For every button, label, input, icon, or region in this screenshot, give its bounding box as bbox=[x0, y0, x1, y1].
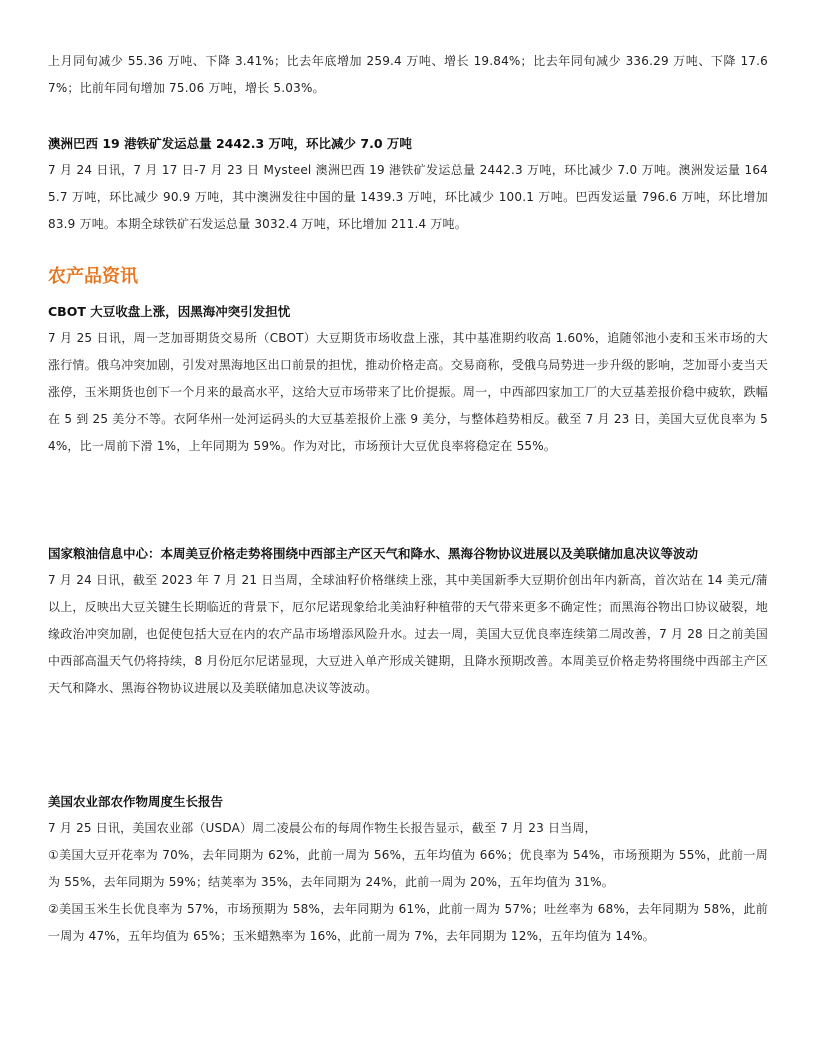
usda-soybean-item: ①美国大豆开花率为 70%，去年同期为 62%，此前一周为 56%，五年均值为 66%；优良率为 54%，市场预期为 55%，此前一周为 55%，去年同期为 59%；结荚率为 35%，去年同期为 24%，此前一周为 20%，五年均值为 31%。 bbox=[48, 848, 768, 889]
agri-section bbox=[48, 262, 768, 292]
grain-center-body: 7 月 24 日讯，截至 2023 年 7 月 21 日当周，全球油籽价格继续上涨，其中美国新季大豆期价创出年内新高，首次站在 14 美元/蒲以上，反映出大豆关键生长期临近的背景下，厄尔尼诺现象给北美油籽种植带的天气带来更多不确定性；而黑海谷物出口协议破裂，地缘政治冲突加剧，也促使包括大豆在内的农产品市场增添风险升水。过去一周，美国大豆优良率连续第二周改善，7 月 28 日之前美国中西部高温天气仍将持续，8 月份厄尔尼诺显现，大豆进入单产形成关键期，且降水预期改善。本周美豆价格走势将围绕中西部主产区天气和降水、黑海谷物协议进展以及美联储加息决议等波动。 bbox=[48, 573, 768, 695]
cbot-news bbox=[48, 298, 768, 460]
cbot-heading: CBOT 大豆收盘上涨，因黑海冲突引发担忧 bbox=[48, 304, 291, 319]
usda-intro: 7 月 25 日讯，美国农业部（USDA）周二凌晨公布的每周作物生长报告显示，截至 7 月 23 日当周， bbox=[48, 821, 597, 835]
stock-summary-block bbox=[48, 48, 768, 102]
iron-ore-body: 7 月 24 日讯，7 月 17 日-7 月 23 日 Mysteel 澳洲巴西 19 港铁矿发运总量 2442.3 万吨，环比减少 7.0 万吨。澳洲发运量 1645.7 万吨，环比减少 90.9 万吨，其中澳洲发往中国的量 1439.3 万吨，环比减少 100.1 万吨。巴西发运量 796.6 万吨，环比增加 83.9 万吨。本期全球铁矿石发运总量 3032.4 万吨，环比增加 211.4 万吨。 bbox=[48, 163, 768, 231]
usda-news bbox=[48, 788, 768, 950]
iron-ore-news bbox=[48, 130, 768, 238]
usda-heading: 美国农业部农作物周度生长报告 bbox=[48, 794, 224, 809]
grain-center-heading: 国家粮油信息中心：本周美豆价格走势将围绕中西部主产区天气和降水、黑海谷物协议进展以及美联储加息决议等波动 bbox=[48, 546, 699, 561]
section-title: 农产品资讯 bbox=[48, 266, 138, 287]
usda-corn-item: ②美国玉米生长优良率为 57%，市场预期为 58%，去年同期为 61%，此前一周为 57%；吐丝率为 68%，去年同期为 58%，此前一周为 47%，五年均值为 65%；玉米蜡熟率为 16%，此前一周为 7%，去年同期为 12%，五年均值为 14%。 bbox=[48, 902, 768, 943]
cbot-body: 7 月 25 日讯，周一芝加哥期货交易所（CBOT）大豆期货市场收盘上涨，其中基准期约收高 1.60%，追随邻池小麦和玉米市场的大涨行情。俄乌冲突加剧，引发对黑海地区出口前景的担忧，推动价格走高。交易商称，受俄乌局势进一步升级的影响，芝加哥小麦当天涨停，玉米期货也创下一个月来的最高水平，这给大豆市场带来了比价提振。周一，中西部四家加工厂的大豆基差报价稳中疲软，跌幅在 5 到 25 美分不等。衣阿华州一处河运码头的大豆基差报价上涨 9 美分，与整体趋势相反。截至 7 月 23 日，美国大豆优良率为 54%，比一周前下滑 1%，上年同期为 59%。作为对比，市场预计大豆优良率将稳定在 55%。 bbox=[48, 331, 768, 453]
iron-ore-heading: 澳洲巴西 19 港铁矿发运总量 2442.3 万吨，环比减少 7.0 万吨 bbox=[48, 136, 412, 151]
stock-summary-paragraph: 上月同旬减少 55.36 万吨、下降 3.41%；比去年底增加 259.4 万吨、增长 19.84%；比去年同旬减少 336.29 万吨、下降 17.67%；比前年同旬增加 75.06 万吨，增长 5.03%。 bbox=[48, 54, 768, 95]
grain-center-news bbox=[48, 540, 768, 702]
